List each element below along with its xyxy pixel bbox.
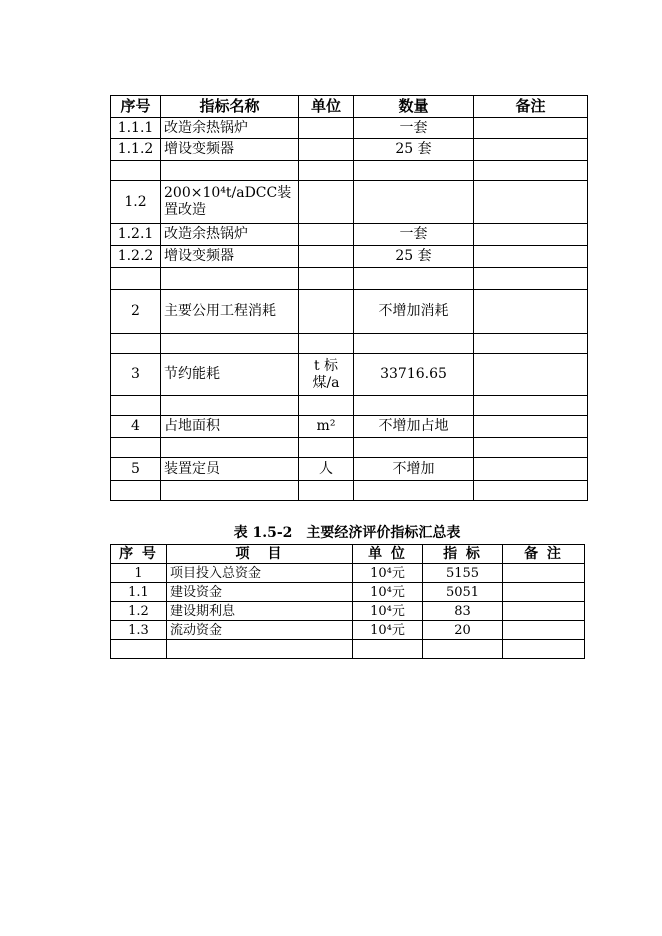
row-index bbox=[111, 334, 161, 354]
row-unit bbox=[299, 438, 354, 458]
row-name: 改造余热锅炉 bbox=[161, 224, 299, 246]
row-quantity bbox=[354, 334, 474, 354]
header-item: 项 目 bbox=[167, 545, 353, 564]
row-unit bbox=[299, 118, 354, 139]
row-index: 1.3 bbox=[111, 621, 167, 640]
table-row bbox=[111, 416, 588, 438]
row-remark bbox=[503, 621, 585, 640]
row-unit bbox=[299, 139, 354, 161]
header-quantity: 数量 bbox=[354, 96, 474, 118]
row-indicator bbox=[423, 640, 503, 659]
row-quantity bbox=[354, 438, 474, 458]
row-remark bbox=[474, 268, 588, 290]
table-row bbox=[111, 334, 588, 354]
row-quantity bbox=[354, 396, 474, 416]
row-unit bbox=[299, 290, 354, 334]
row-name: 主要公用工程消耗 bbox=[161, 290, 299, 334]
row-remark bbox=[474, 290, 588, 334]
table-row bbox=[111, 118, 588, 139]
row-unit bbox=[299, 396, 354, 416]
row-index bbox=[111, 268, 161, 290]
table-row bbox=[111, 602, 585, 621]
row-index bbox=[111, 396, 161, 416]
row-quantity: 不增加 bbox=[354, 458, 474, 481]
row-remark bbox=[474, 118, 588, 139]
header-unit: 单位 bbox=[299, 96, 354, 118]
row-remark bbox=[474, 481, 588, 501]
row-remark bbox=[474, 396, 588, 416]
row-name: 增设变频器 bbox=[161, 246, 299, 268]
table-row bbox=[111, 458, 588, 481]
row-index: 1.2.2 bbox=[111, 246, 161, 268]
row-unit bbox=[299, 224, 354, 246]
row-name: 200×10⁴t/aDCC装置改造 bbox=[161, 181, 299, 224]
header-index: 序 号 bbox=[111, 545, 167, 564]
row-index: 1.2.1 bbox=[111, 224, 161, 246]
row-unit: t 标煤/a bbox=[299, 354, 354, 396]
table-row bbox=[111, 396, 588, 416]
table-row bbox=[111, 290, 588, 334]
table-row bbox=[111, 583, 585, 602]
row-unit bbox=[353, 640, 423, 659]
row-index: 5 bbox=[111, 458, 161, 481]
header-index: 序号 bbox=[111, 96, 161, 118]
row-remark bbox=[474, 139, 588, 161]
row-unit bbox=[299, 268, 354, 290]
row-item: 项目投入总资金 bbox=[167, 564, 353, 583]
row-remark bbox=[503, 602, 585, 621]
row-unit: 人 bbox=[299, 458, 354, 481]
row-name bbox=[161, 161, 299, 181]
table-header-row bbox=[111, 96, 588, 118]
table-row bbox=[111, 181, 588, 224]
row-remark bbox=[474, 354, 588, 396]
row-quantity bbox=[354, 481, 474, 501]
table-row bbox=[111, 564, 585, 583]
table-row bbox=[111, 268, 588, 290]
row-indicator: 5051 bbox=[423, 583, 503, 602]
row-quantity: 33716.65 bbox=[354, 354, 474, 396]
row-quantity: 不增加占地 bbox=[354, 416, 474, 438]
row-remark bbox=[503, 564, 585, 583]
row-remark bbox=[474, 458, 588, 481]
row-name bbox=[161, 334, 299, 354]
table-caption: 表 1.5-2 主要经济评价指标汇总表 bbox=[233, 525, 461, 541]
table-row bbox=[111, 438, 588, 458]
row-name: 改造余热锅炉 bbox=[161, 118, 299, 139]
row-index: 1 bbox=[111, 564, 167, 583]
row-unit bbox=[299, 334, 354, 354]
row-unit bbox=[299, 246, 354, 268]
row-unit: 10⁴元 bbox=[353, 583, 423, 602]
table-row bbox=[111, 224, 588, 246]
header-name: 指标名称 bbox=[161, 96, 299, 118]
row-quantity: 不增加消耗 bbox=[354, 290, 474, 334]
row-unit: 10⁴元 bbox=[353, 602, 423, 621]
economic-evaluation-table bbox=[110, 544, 585, 659]
row-name bbox=[161, 396, 299, 416]
row-indicator: 5155 bbox=[423, 564, 503, 583]
row-quantity bbox=[354, 268, 474, 290]
row-item: 建设期利息 bbox=[167, 602, 353, 621]
row-quantity bbox=[354, 161, 474, 181]
table-header-row bbox=[111, 545, 585, 564]
row-name bbox=[161, 268, 299, 290]
table-row bbox=[111, 640, 585, 659]
row-index: 3 bbox=[111, 354, 161, 396]
row-unit bbox=[299, 481, 354, 501]
row-index: 4 bbox=[111, 416, 161, 438]
row-unit: 10⁴元 bbox=[353, 621, 423, 640]
row-remark bbox=[474, 416, 588, 438]
row-remark bbox=[474, 246, 588, 268]
row-index: 1.1.2 bbox=[111, 139, 161, 161]
row-index bbox=[111, 640, 167, 659]
row-name: 节约能耗 bbox=[161, 354, 299, 396]
row-remark bbox=[474, 181, 588, 224]
row-item: 流动资金 bbox=[167, 621, 353, 640]
row-unit bbox=[299, 181, 354, 224]
row-name: 增设变频器 bbox=[161, 139, 299, 161]
row-indicator: 20 bbox=[423, 621, 503, 640]
row-unit: 10⁴元 bbox=[353, 564, 423, 583]
header-indicator: 指 标 bbox=[423, 545, 503, 564]
row-quantity: 25 套 bbox=[354, 139, 474, 161]
header-unit: 单 位 bbox=[353, 545, 423, 564]
table-row bbox=[111, 481, 588, 501]
table-row bbox=[111, 161, 588, 181]
header-remark: 备注 bbox=[474, 96, 588, 118]
row-remark bbox=[474, 334, 588, 354]
row-item: 建设资金 bbox=[167, 583, 353, 602]
row-unit bbox=[299, 161, 354, 181]
row-quantity: 25 套 bbox=[354, 246, 474, 268]
row-name bbox=[161, 481, 299, 501]
table-row bbox=[111, 246, 588, 268]
row-item bbox=[167, 640, 353, 659]
row-index: 1.1.1 bbox=[111, 118, 161, 139]
row-quantity bbox=[354, 181, 474, 224]
table-row bbox=[111, 354, 588, 396]
row-index: 1.2 bbox=[111, 181, 161, 224]
table-row bbox=[111, 621, 585, 640]
row-index bbox=[111, 161, 161, 181]
row-remark bbox=[503, 583, 585, 602]
row-remark bbox=[503, 640, 585, 659]
header-remark: 备 注 bbox=[503, 545, 585, 564]
row-name: 装置定员 bbox=[161, 458, 299, 481]
row-remark bbox=[474, 224, 588, 246]
row-index bbox=[111, 481, 161, 501]
indicator-table bbox=[110, 95, 588, 501]
row-quantity: 一套 bbox=[354, 224, 474, 246]
row-remark bbox=[474, 161, 588, 181]
row-unit: m² bbox=[299, 416, 354, 438]
table-row bbox=[111, 139, 588, 161]
row-index: 1.2 bbox=[111, 602, 167, 621]
row-indicator: 83 bbox=[423, 602, 503, 621]
row-quantity: 一套 bbox=[354, 118, 474, 139]
row-index bbox=[111, 438, 161, 458]
row-name bbox=[161, 438, 299, 458]
row-name: 占地面积 bbox=[161, 416, 299, 438]
row-index: 2 bbox=[111, 290, 161, 334]
row-index: 1.1 bbox=[111, 583, 167, 602]
row-remark bbox=[474, 438, 588, 458]
